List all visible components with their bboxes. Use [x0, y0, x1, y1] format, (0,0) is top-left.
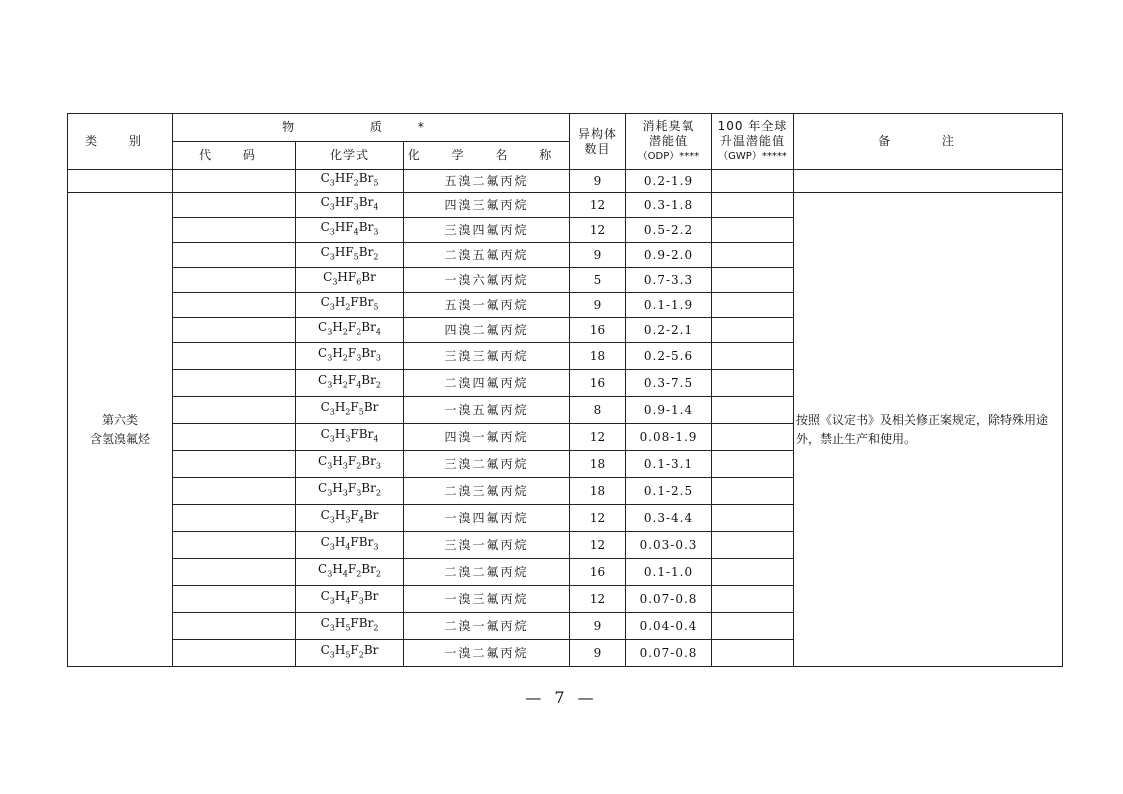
formula-cell: $C_3H_3F_2Br_3$	[296, 451, 404, 478]
header-name: 化 学 名 称	[404, 142, 570, 170]
name-cell: 四溴三氟丙烷	[404, 193, 570, 218]
formula-cell: $C_3HF_6Br$	[296, 268, 404, 293]
header-odp-line1: 消耗臭氧	[642, 119, 695, 133]
odp-cell: 0.7-3.3	[626, 268, 712, 293]
isomers-cell: 18	[570, 451, 626, 478]
gwp-cell	[712, 586, 794, 613]
odp-cell: 0.03-0.3	[626, 532, 712, 559]
formula-cell: $C_3H_4F_3Br$	[296, 586, 404, 613]
name-cell: 一溴四氟丙烷	[404, 505, 570, 532]
isomers-cell: 12	[570, 505, 626, 532]
code-cell	[173, 193, 296, 218]
name-cell: 三溴三氟丙烷	[404, 343, 570, 370]
name-cell: 一溴六氟丙烷	[404, 268, 570, 293]
first-row-name: 五溴二氟丙烷	[404, 170, 570, 193]
first-row-code	[173, 170, 296, 193]
isomers-cell: 12	[570, 193, 626, 218]
formula-cell: $C_3H_3F_4Br$	[296, 505, 404, 532]
odp-cell: 0.1-1.0	[626, 559, 712, 586]
odp-cell: 0.07-0.8	[626, 640, 712, 667]
code-cell	[173, 318, 296, 343]
name-cell: 一溴二氟丙烷	[404, 640, 570, 667]
first-row-odp: 0.2-1.9	[626, 170, 712, 193]
name-cell: 四溴二氟丙烷	[404, 318, 570, 343]
name-cell: 二溴一氟丙烷	[404, 613, 570, 640]
gwp-cell	[712, 397, 794, 424]
code-cell	[173, 343, 296, 370]
odp-cell: 0.9-2.0	[626, 243, 712, 268]
odp-cell: 0.9-1.4	[626, 397, 712, 424]
first-row-category	[68, 170, 173, 193]
code-cell	[173, 293, 296, 318]
gwp-cell	[712, 640, 794, 667]
gwp-cell	[712, 424, 794, 451]
code-cell	[173, 586, 296, 613]
code-cell	[173, 268, 296, 293]
name-cell: 三溴一氟丙烷	[404, 532, 570, 559]
code-cell	[173, 370, 296, 397]
name-cell: 二溴五氟丙烷	[404, 243, 570, 268]
formula-cell: $C_3H_2F_4Br_2$	[296, 370, 404, 397]
odp-cell: 0.1-1.9	[626, 293, 712, 318]
header-isomers	[570, 114, 626, 170]
isomers-cell: 16	[570, 318, 626, 343]
code-cell	[173, 532, 296, 559]
code-cell	[173, 640, 296, 667]
odp-cell: 0.3-7.5	[626, 370, 712, 397]
gwp-cell	[712, 193, 794, 218]
gwp-cell	[712, 293, 794, 318]
isomers-cell: 9	[570, 613, 626, 640]
group-remark: 按照《议定书》及相关修正案规定，除特殊用途外，禁止生产和使用。	[794, 193, 1063, 667]
name-cell: 一溴三氟丙烷	[404, 586, 570, 613]
header-gwp	[712, 114, 794, 170]
formula-cell: $C_3H_3FBr_4$	[296, 424, 404, 451]
header-odp	[626, 114, 712, 170]
odp-cell: 0.04-0.4	[626, 613, 712, 640]
formula-cell: $C_3H_4FBr_3$	[296, 532, 404, 559]
isomers-cell: 12	[570, 424, 626, 451]
group-category-line2: 含氢溴氟烃	[89, 431, 150, 446]
gwp-cell	[712, 243, 794, 268]
formula-cell: $C_3H_2F_2Br_4$	[296, 318, 404, 343]
formula-cell: $C_3HF_4Br_3$	[296, 218, 404, 243]
isomers-cell: 12	[570, 586, 626, 613]
name-cell: 二溴三氟丙烷	[404, 478, 570, 505]
formula-cell: $C_3H_5F_2Br$	[296, 640, 404, 667]
name-cell: 四溴一氟丙烷	[404, 424, 570, 451]
isomers-cell: 18	[570, 343, 626, 370]
header-odp-line2: 潜能值	[648, 134, 688, 148]
gwp-cell	[712, 505, 794, 532]
code-cell	[173, 505, 296, 532]
isomers-cell: 16	[570, 370, 626, 397]
code-cell	[173, 243, 296, 268]
odp-cell: 0.1-2.5	[626, 478, 712, 505]
header-isomers-line2: 数目	[584, 141, 611, 156]
first-row-remark	[794, 170, 1063, 193]
header-remark: 备 注	[794, 114, 1063, 170]
table-row	[68, 193, 1063, 218]
table-body	[68, 114, 1063, 667]
gwp-cell	[712, 532, 794, 559]
name-cell: 三溴四氟丙烷	[404, 218, 570, 243]
header-code: 代 码	[173, 142, 296, 170]
name-cell: 五溴一氟丙烷	[404, 293, 570, 318]
isomers-cell: 12	[570, 218, 626, 243]
name-cell: 二溴二氟丙烷	[404, 559, 570, 586]
name-cell: 三溴二氟丙烷	[404, 451, 570, 478]
gwp-cell	[712, 478, 794, 505]
header-substance-label: 物 质*	[282, 120, 460, 134]
code-cell	[173, 424, 296, 451]
first-row-formula: $C_3HF_2Br_5$	[296, 170, 404, 193]
header-odp-line3: （ODP）****	[637, 151, 700, 162]
code-cell	[173, 559, 296, 586]
odp-cell: 0.3-1.8	[626, 193, 712, 218]
odp-cell: 0.2-5.6	[626, 343, 712, 370]
code-cell	[173, 451, 296, 478]
code-cell	[173, 478, 296, 505]
odp-cell: 0.2-2.1	[626, 318, 712, 343]
group-category	[68, 193, 173, 667]
formula-cell: $C_3HF_3Br_4$	[296, 193, 404, 218]
gwp-cell	[712, 451, 794, 478]
header-substance	[173, 114, 570, 142]
formula-cell: $C_3H_4F_2Br_2$	[296, 559, 404, 586]
gwp-cell	[712, 559, 794, 586]
header-formula: 化学式	[296, 142, 404, 170]
odp-cell: 0.07-0.8	[626, 586, 712, 613]
code-cell	[173, 218, 296, 243]
odp-cell: 0.1-3.1	[626, 451, 712, 478]
odp-cell: 0.3-4.4	[626, 505, 712, 532]
isomers-cell: 5	[570, 268, 626, 293]
substances-table	[67, 113, 1063, 667]
gwp-cell	[712, 318, 794, 343]
formula-cell: $C_3H_5FBr_2$	[296, 613, 404, 640]
isomers-cell: 12	[570, 532, 626, 559]
isomers-cell: 16	[570, 559, 626, 586]
first-data-row	[68, 170, 1063, 193]
isomers-cell: 9	[570, 243, 626, 268]
gwp-cell	[712, 370, 794, 397]
code-cell	[173, 397, 296, 424]
gwp-cell	[712, 268, 794, 293]
formula-cell: $C_3H_2F_5Br$	[296, 397, 404, 424]
header-category: 类 别	[68, 114, 173, 170]
header-gwp-line3: （GWP）*****	[718, 151, 787, 162]
code-cell	[173, 613, 296, 640]
first-row-gwp	[712, 170, 794, 193]
isomers-cell: 9	[570, 640, 626, 667]
isomers-cell: 8	[570, 397, 626, 424]
isomers-cell: 9	[570, 293, 626, 318]
header-isomers-line1: 异构体	[577, 126, 617, 141]
first-row-isomers: 9	[570, 170, 626, 193]
formula-cell: $C_3H_2FBr_5$	[296, 293, 404, 318]
header-row-1	[68, 114, 1063, 142]
gwp-cell	[712, 218, 794, 243]
formula-cell: $C_3H_3F_3Br_2$	[296, 478, 404, 505]
odp-cell: 0.08-1.9	[626, 424, 712, 451]
gwp-cell	[712, 613, 794, 640]
gwp-cell	[712, 343, 794, 370]
name-cell: 二溴四氟丙烷	[404, 370, 570, 397]
formula-cell: $C_3H_2F_3Br_3$	[296, 343, 404, 370]
formula-cell: $C_3HF_5Br_2$	[296, 243, 404, 268]
group-category-line1: 第六类	[101, 412, 138, 427]
name-cell: 一溴五氟丙烷	[404, 397, 570, 424]
isomers-cell: 18	[570, 478, 626, 505]
odp-cell: 0.5-2.2	[626, 218, 712, 243]
page-number: — 7 —	[525, 688, 598, 707]
header-gwp-line2: 升温潜能值	[719, 134, 785, 148]
header-gwp-line1: 100 年全球	[717, 119, 788, 133]
